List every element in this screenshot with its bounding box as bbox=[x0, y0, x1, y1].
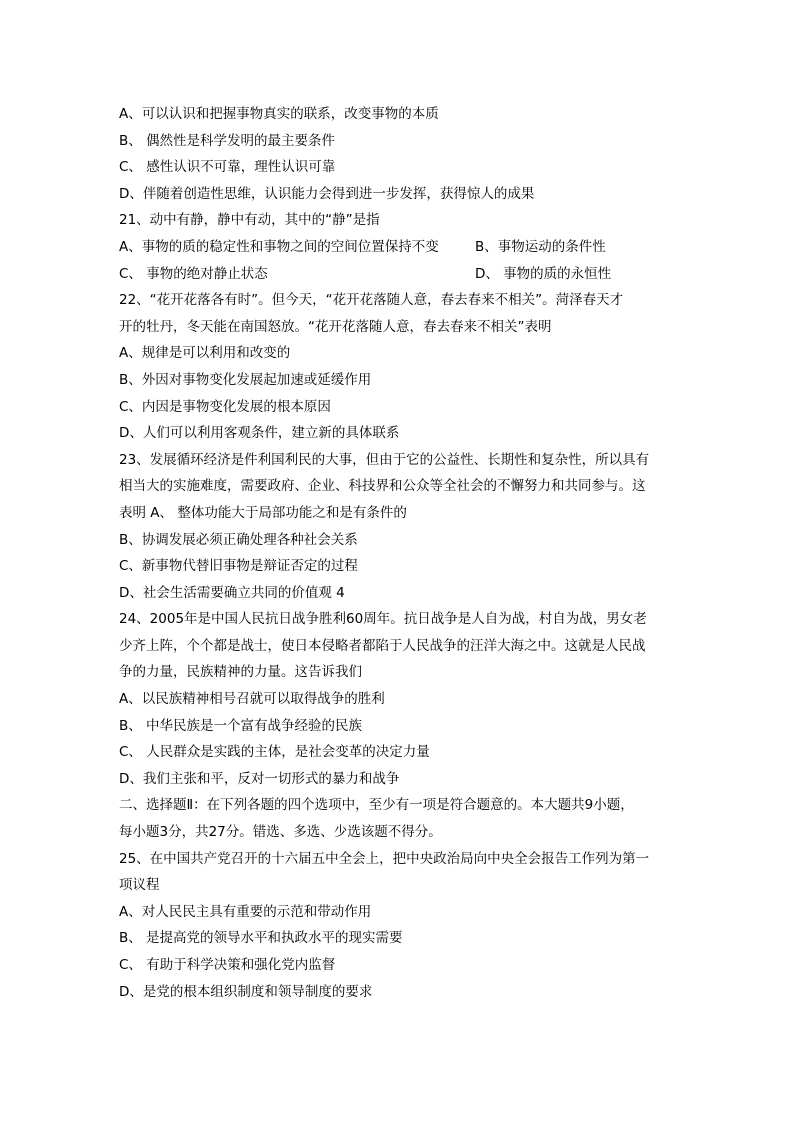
q24-stem-line-2: 少齐上阵，个个都是战士，使日本侵略者都陷于人民战争的汪洋大海之中。这就是人民战 bbox=[119, 637, 646, 654]
q23-option-d: D、社会生活需要确立共同的价值观 4 bbox=[119, 584, 345, 601]
q25-option-d: D、是党的根本组织制度和领导制度的要求 bbox=[119, 983, 373, 1000]
q22-stem-line-2: 开的牡丹，冬天能在南国怒放。“花开花落随人意，春去春来不相关”表明 bbox=[119, 318, 552, 335]
q20-option-c: C、 感性认识不可靠，理性认识可靠 bbox=[119, 159, 336, 176]
q22-option-a: A、规律是可以利用和改变的 bbox=[119, 345, 291, 362]
q21-option-a: A、事物的质的稳定性和事物之间的空间位置保持不变 bbox=[119, 238, 439, 255]
q25-option-a: A、对人民民主具有重要的示范和带动作用 bbox=[119, 903, 372, 920]
q21-options-row-1 bbox=[119, 234, 679, 261]
q25-option-c: C、 有助于科学决策和强化党内监督 bbox=[119, 957, 336, 973]
q24-option-b: B、 中华民族是一个富有战争经验的民族 bbox=[119, 717, 363, 734]
q24-stem-line-3: 争的力量，民族精神的力量。这告诉我们 bbox=[119, 664, 362, 681]
q24-option-a: A、以民族精神相号召就可以取得战争的胜利 bbox=[119, 691, 385, 708]
q22-option-b: B、外因对事物变化发展起加速或延缓作用 bbox=[119, 371, 372, 388]
q25-option-b: B、 是提高党的领导水平和执政水平的现实需要 bbox=[119, 930, 403, 947]
q20-option-b: B、 偶然性是科学发明的最主要条件 bbox=[119, 132, 336, 149]
q23-stem-line-2: 相当大的实施难度，需要政府、企业、科技界和公众等全社会的不懈努力和共同参与。这 bbox=[119, 478, 646, 495]
section-2-instructions-line-1: 二、选择题Ⅱ：在下列各题的四个选项中，至少有一项是符合题意的。本大题共9小题， bbox=[119, 797, 634, 814]
q22-option-d: D、人们可以利用客观条件，建立新的具体联系 bbox=[119, 425, 400, 442]
q23-stem-line-3: 表明 A、 整体功能大于局部功能之和是有条件的 bbox=[119, 504, 407, 521]
exam-page bbox=[119, 101, 679, 1005]
q25-stem-line-1: 25、在中国共产党召开的十六届五中全会上，把中央政治局向中央全会报告工作列为第一 bbox=[119, 850, 650, 867]
q24-option-d: D、我们主张和平，反对一切形式的暴力和战争 bbox=[119, 770, 400, 787]
q22-stem-line-1: 22、“花开花落各有时”。但今天，“花开花落随人意，春去春来不相关”。菏泽春天才 bbox=[119, 292, 624, 309]
q23-option-b: B、协调发展必须正确处理各种社会关系 bbox=[119, 531, 358, 548]
q25-stem-line-2: 项议程 bbox=[119, 877, 160, 894]
q20-option-a: A、可以认识和把握事物真实的联系，改变事物的本质 bbox=[119, 106, 439, 122]
section-2-instructions-line-2: 每小题3分，共27分。错选、多选、少选该题不得分。 bbox=[119, 824, 442, 841]
q21-option-c: C、 事物的绝对静止状态 bbox=[119, 265, 268, 282]
q23-stem-line-1: 23、发展循环经济是件利国利民的大事，但由于它的公益性、长期性和复杂性，所以具有 bbox=[119, 451, 650, 468]
q24-option-c: C、 人民群众是实践的主体，是社会变革的决定力量 bbox=[119, 744, 430, 761]
q21-option-b: B、事物运动的条件性 bbox=[475, 238, 606, 255]
q23-option-c: C、新事物代替旧事物是辩证否定的过程 bbox=[119, 558, 358, 575]
q21-option-d: D、 事物的质的永恒性 bbox=[475, 265, 612, 282]
q24-stem-line-1: 24、2005年是中国人民抗日战争胜利60周年。抗日战争是人自为战，村自为战，男女老 bbox=[119, 611, 647, 628]
q20-option-d: D、伴随着创造性思维，认识能力会得到进一步发挥，获得惊人的成果 bbox=[119, 185, 535, 202]
q21-options-row-2 bbox=[119, 261, 679, 288]
q22-option-c: C、内因是事物变化发展的根本原因 bbox=[119, 398, 331, 415]
q21-stem: 21、动中有静，静中有动，其中的“静”是指 bbox=[119, 212, 380, 229]
